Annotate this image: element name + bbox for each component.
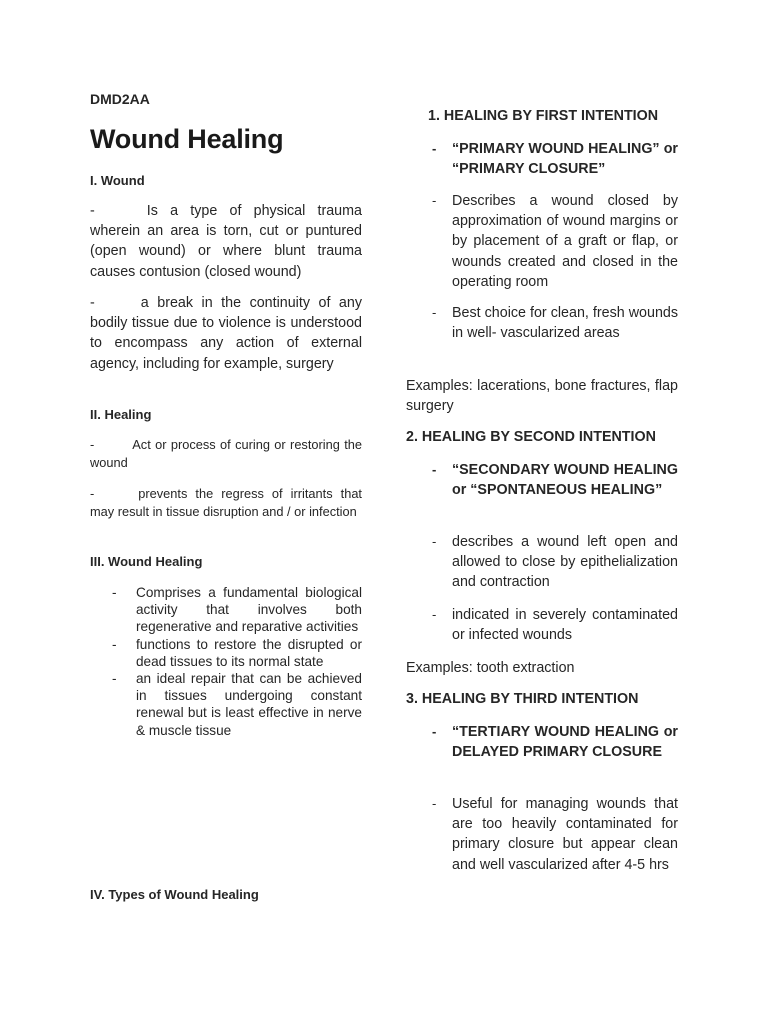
dash-marker: - (432, 462, 437, 477)
list-item (90, 636, 362, 670)
page-title: Wound Healing (90, 124, 284, 154)
second-intention-item-3 (432, 605, 678, 645)
paragraph-text: prevents the regress of irritants that may result in tissue disruption and / or infection (90, 486, 362, 519)
second-intention-item-1 (432, 460, 678, 500)
first-intention-item-1 (432, 139, 678, 179)
list-item-text: “PRIMARY WOUND HEALING” or “PRIMARY CLOSURE” (452, 141, 678, 178)
dash-marker: - (112, 636, 117, 652)
heading-second-intention: 2. HEALING BY SECOND INTENTION (406, 429, 656, 445)
dash-marker: - (432, 796, 437, 811)
dash-marker: - (432, 724, 437, 739)
dash-marker: - (90, 437, 95, 452)
list-item (90, 584, 362, 636)
healing-definition-1 (90, 436, 362, 472)
list-item-text: “SECONDARY WOUND HEALING or “SPONTANEOUS HEALING” (452, 462, 678, 499)
section-heading-healing: II. Healing (90, 407, 152, 422)
dash-marker: - (432, 141, 437, 156)
dash-marker: - (90, 486, 95, 501)
third-intention-item-2 (432, 794, 678, 875)
list-item-text: describes a wound left open and allowed to close by epithelialization and contraction (452, 534, 678, 591)
list-item-text: Describes a wound closed by approximation of wound margins or by placement of a graft or flap, or wounds created and closed in the operating room (452, 193, 678, 290)
dash-marker: - (432, 534, 437, 549)
list-item-text: Best choice for clean, fresh wounds in well- vascularized areas (452, 305, 678, 342)
paragraph-text: a break in the continuity of any bodily tissue due to violence is understood to encompass any action of external agency, including for example, surgery (90, 295, 362, 372)
heading-third-intention: 3. HEALING BY THIRD INTENTION (406, 691, 639, 707)
list-item (90, 670, 362, 739)
second-intention-item-2 (432, 532, 678, 593)
dash-marker: - (112, 671, 117, 687)
list-item-text: Comprises a fundamental biological activity that involves both regenerative and reparative activities (136, 585, 362, 635)
section-heading-wound: I. Wound (90, 173, 145, 188)
first-intention-examples: Examples: lacerations, bone fractures, flap surgery (406, 378, 678, 415)
list-item-text: an ideal repair that can be achieved in tissues undergoing constant renewal but is least effective in nerve & muscle tissue (136, 671, 362, 738)
first-intention-item-3 (432, 303, 678, 343)
dash-marker: - (432, 305, 437, 320)
paragraph-text: Is a type of physical trauma wherein an area is torn, cut or puntured (open wound) or where blunt trauma causes contusion (closed wound) (90, 203, 362, 280)
list-item-text: Useful for managing wounds that are too heavily contaminated for primary closure but appear clean and well vascularized after 4-5 hrs (452, 796, 678, 873)
dash-marker: - (432, 193, 437, 208)
section-heading-wound-healing: III. Wound Healing (90, 554, 203, 569)
list-item-text: “TERTIARY WOUND HEALING or DELAYED PRIMARY CLOSURE (452, 724, 678, 761)
dash-marker: - (90, 203, 95, 219)
dash-marker: - (432, 607, 437, 622)
document-id: DMD2AA (90, 91, 150, 107)
section-heading-types: IV. Types of Wound Healing (90, 887, 259, 902)
second-intention-examples: Examples: tooth extraction (406, 660, 575, 676)
wound-definition-1 (90, 201, 362, 282)
dash-marker: - (90, 295, 95, 311)
healing-definition-2 (90, 485, 362, 521)
wound-healing-list (90, 584, 362, 739)
first-intention-item-2 (432, 191, 678, 292)
dash-marker: - (112, 585, 117, 600)
wound-definition-2 (90, 293, 362, 374)
third-intention-item-1 (432, 722, 678, 762)
list-item-text: indicated in severely contaminated or infected wounds (452, 607, 678, 644)
list-item-text: functions to restore the disrupted or dead tissues to its normal state (136, 636, 362, 669)
paragraph-text: Act or process of curing or restoring the wound (90, 437, 362, 470)
heading-first-intention: 1. HEALING BY FIRST INTENTION (428, 108, 659, 124)
